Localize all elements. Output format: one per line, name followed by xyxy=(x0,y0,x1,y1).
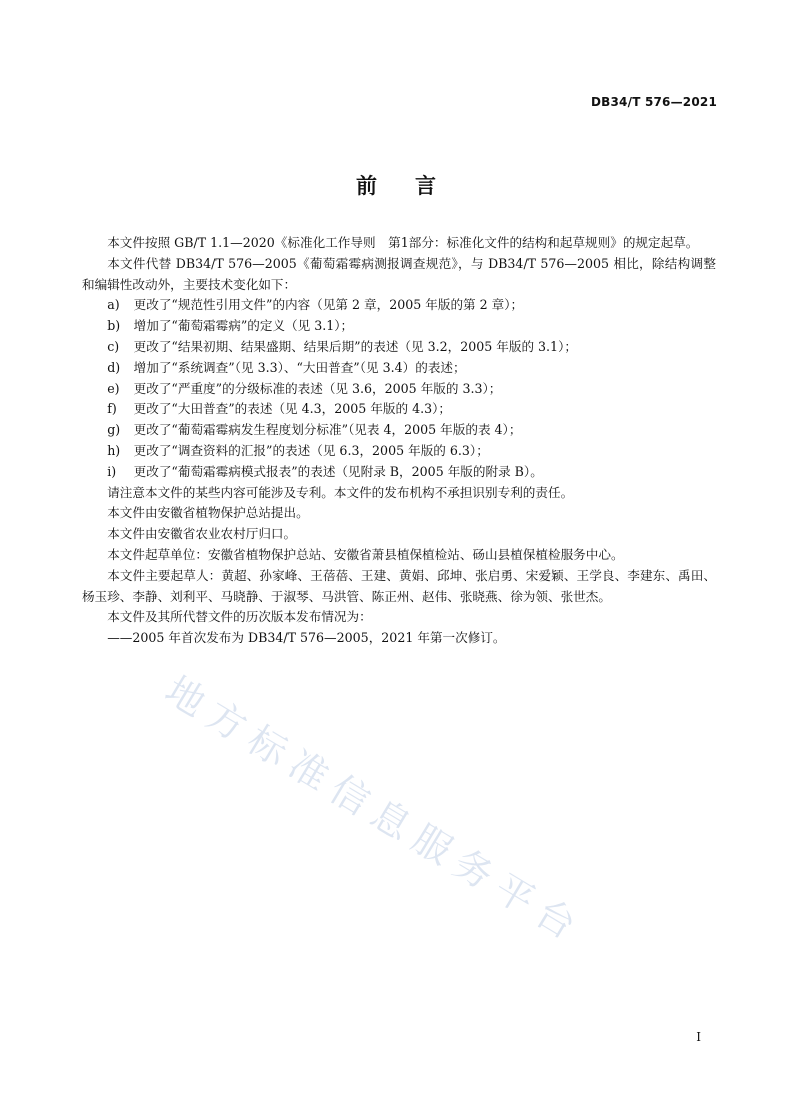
paragraph-history-intro: 本文件及其所代替文件的历次版本发布情况为： xyxy=(107,609,372,625)
list-item xyxy=(82,420,716,441)
list-item-letter: d) xyxy=(107,359,121,375)
list-item xyxy=(82,399,716,420)
paragraph-drafting-units: 本文件起草单位：安徽省植物保护总站、安徽省萧县植保植检站、砀山县植保植检服务中心。 xyxy=(107,546,624,562)
paragraph-drafting-rules: 本文件按照 GB/T 1.1—2020《标准化工作导则 第1部分：标准化文件的结构和起草规则》的规定起草。 xyxy=(107,235,699,250)
paragraph-proposed-by: 本文件由安徽省植物保护总站提出。 xyxy=(107,505,309,521)
paragraph-managed-by: 本文件由安徽省农业农村厅归口。 xyxy=(107,526,297,542)
list-item-letter: i) xyxy=(107,463,117,479)
list-item xyxy=(82,462,716,483)
paragraph-history-item: ——2005 年首次发布为 DB34/T 576—2005，2021 年第一次修订。 xyxy=(107,630,506,646)
list-item-text: 更改了“规范性引用文件”的内容（见第 2 章，2005 年版的第 2 章）； xyxy=(133,297,524,313)
list-item-letter: e) xyxy=(107,380,120,396)
page-number: I xyxy=(696,1030,701,1044)
list-item-text: 更改了“大田普查”的表述（见 4.3，2005 年版的 4.3）； xyxy=(133,401,452,417)
paragraph-replacement: 本文件代替 DB34/T 576—2005《葡萄霜霉病测报调查规范》，与 DB34/T 576—2005 相比，除结构调整和编辑性改动外，主要技术变化如下： xyxy=(82,255,716,292)
list-item-text: 更改了“严重度”的分级标准的表述（见 3.6，2005 年版的 3.3）； xyxy=(133,380,502,396)
list-item-letter: c) xyxy=(107,338,120,354)
list-item-letter: b) xyxy=(107,318,121,334)
paragraph-drafters: 本文件主要起草人：黄超、孙家峰、王蓓蓓、王建、黄娟、邱坤、张启勇、宋爱颖、王学良、李建东、禹田、杨玉珍、李静、刘利平、马晓静、于淑琴、马洪管、陈正州、赵伟、张晓燕、徐为领、张世杰。 xyxy=(82,567,716,604)
list-item-letter: g) xyxy=(107,422,121,438)
list-item-text: 更改了“葡萄霜霉病模式报表”的表述（见附录 B，2005 年版的附录 B）。 xyxy=(133,463,543,479)
page-title: 前言 xyxy=(356,174,474,198)
list-item-letter: h) xyxy=(107,442,121,458)
list-item xyxy=(82,295,716,316)
list-item-text: 更改了“葡萄霜霉病发生程度划分标准”（见表 4，2005 年版的表 4）； xyxy=(133,422,522,438)
list-item xyxy=(82,358,716,379)
list-item xyxy=(82,316,716,337)
list-item-text: 更改了“调查资料的汇报”的表述（见 6.3，2005 年版的 6.3）； xyxy=(133,442,489,458)
changes-list xyxy=(82,295,716,482)
watermark-text: 地方标准信息服务平台 xyxy=(157,667,592,953)
list-item-letter: f) xyxy=(107,401,117,417)
list-item xyxy=(82,379,716,400)
document-code: DB34/T 576—2021 xyxy=(591,95,717,109)
list-item xyxy=(82,337,716,358)
list-item-text: 更改了“结果初期、结果盛期、结果后期”的表述（见 3.2，2005 年版的 3.1）； xyxy=(133,338,577,354)
preface-body xyxy=(82,233,716,649)
list-item-text: 增加了“系统调查”（见 3.3）、“大田普查”（见 3.4）的表述； xyxy=(133,359,466,375)
list-item-text: 增加了“葡萄霜霉病”的定义（见 3.1）； xyxy=(133,318,354,334)
list-item xyxy=(82,441,716,462)
paragraph-patent-notice: 请注意本文件的某些内容可能涉及专利。本文件的发布机构不承担识别专利的责任。 xyxy=(107,484,574,500)
list-item-letter: a) xyxy=(107,297,120,313)
